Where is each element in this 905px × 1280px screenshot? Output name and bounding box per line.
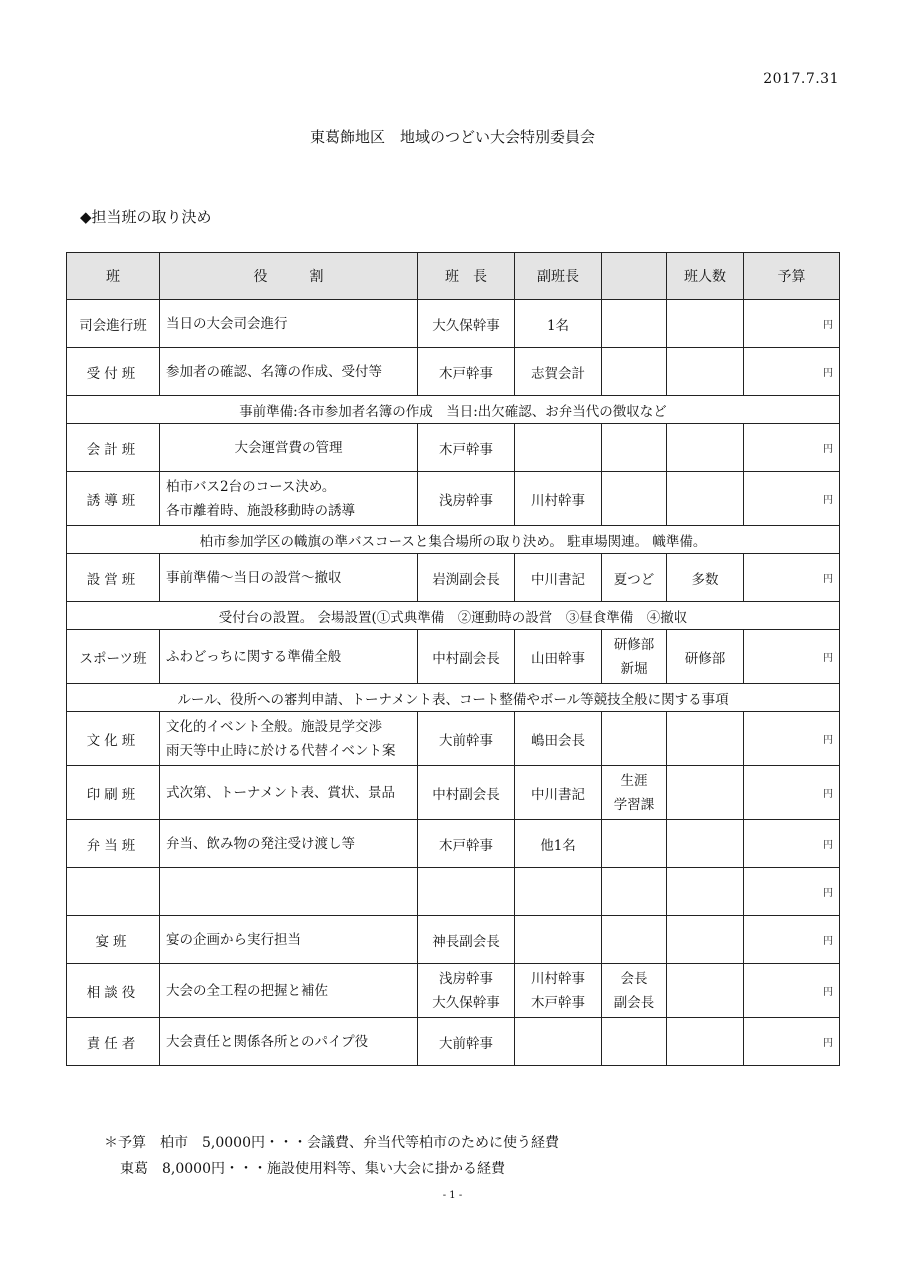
team-name-cell: 文化班 <box>67 712 160 766</box>
table-row <box>67 348 840 396</box>
member-count-cell <box>667 300 744 348</box>
role-cell: 大会の全工程の把握と補佐 <box>160 964 418 1018</box>
sub-leader-cell-line: 木戸幹事 <box>531 994 585 1011</box>
leader-cell: 岩渕副会長 <box>418 554 515 602</box>
team-name-cell: スポーツ班 <box>67 630 160 684</box>
role-cell-line: 各市離着時、施設移動時の誘導 <box>166 502 355 519</box>
extra-cell-line: 生涯 <box>620 772 648 789</box>
header-budget: 予算 <box>744 253 840 300</box>
budget-cell: 円 <box>744 916 840 964</box>
budget-cell: 円 <box>744 348 840 396</box>
table-note-row <box>67 602 840 630</box>
leader-cell: 大久保幹事 <box>418 300 515 348</box>
sub-leader-cell: 1名 <box>515 300 602 348</box>
member-count-cell: 多数 <box>667 554 744 602</box>
leader-cell: 大前幹事 <box>418 712 515 766</box>
table-row <box>67 766 840 820</box>
sub-leader-cell: 他1名 <box>515 820 602 868</box>
extra-cell-line: 学習課 <box>613 796 655 813</box>
sub-leader-cell <box>515 964 602 1018</box>
role-cell-line: 柏市バス2台のコース決め。 <box>166 478 336 495</box>
document-date: 2017.7.31 <box>763 71 839 87</box>
table-row <box>67 424 840 472</box>
table-row <box>67 712 840 766</box>
sub-leader-cell-line: 川村幹事 <box>531 970 585 987</box>
extra-cell-line: 副会長 <box>613 994 655 1011</box>
header-member-count: 班人数 <box>667 253 744 300</box>
header-leader: 班 長 <box>418 253 515 300</box>
budget-cell: 円 <box>744 554 840 602</box>
extra-cell <box>602 820 667 868</box>
member-count-cell <box>667 964 744 1018</box>
section-heading: ◆担当班の取り決め <box>80 208 212 226</box>
leader-cell: 大前幹事 <box>418 1018 515 1066</box>
extra-cell-line: 研修部 <box>613 636 655 653</box>
role-cell: 事前準備～当日の設営～撤収 <box>160 554 418 602</box>
leader-cell: 木戸幹事 <box>418 820 515 868</box>
team-name-cell <box>67 868 160 916</box>
budget-cell: 円 <box>744 630 840 684</box>
table-row <box>67 300 840 348</box>
budget-cell: 円 <box>744 964 840 1018</box>
extra-cell-line: 新堀 <box>620 660 648 677</box>
extra-cell: 夏つど <box>602 554 667 602</box>
team-name-cell: 誘導班 <box>67 472 160 526</box>
budget-cell: 円 <box>744 1018 840 1066</box>
leader-cell: 木戸幹事 <box>418 424 515 472</box>
header-blank <box>602 253 667 300</box>
extra-cell <box>602 472 667 526</box>
leader-cell: 浅房幹事 <box>418 472 515 526</box>
table-row <box>67 554 840 602</box>
role-cell: 大会責任と関係各所とのパイプ役 <box>160 1018 418 1066</box>
team-name-cell: 司会進行班 <box>67 300 160 348</box>
table-row <box>67 472 840 526</box>
sub-leader-cell <box>515 1018 602 1066</box>
assignment-table <box>66 252 840 1066</box>
extra-cell <box>602 424 667 472</box>
team-name-cell: 相談役 <box>67 964 160 1018</box>
extra-cell <box>602 630 667 684</box>
member-count-cell <box>667 712 744 766</box>
member-count-cell <box>667 820 744 868</box>
sub-leader-cell: 山田幹事 <box>515 630 602 684</box>
role-cell: 大会運営費の管理 <box>160 424 418 472</box>
sub-leader-cell: 川村幹事 <box>515 472 602 526</box>
member-count-cell <box>667 766 744 820</box>
role-cell-line: 雨天等中止時に於ける代替イベント案 <box>166 742 396 759</box>
leader-cell: 中村副会長 <box>418 766 515 820</box>
budget-cell: 円 <box>744 424 840 472</box>
table-row <box>67 820 840 868</box>
page-number: - 1 - <box>442 1190 463 1201</box>
note-cell: 受付台の設置。 会場設置(①式典準備 ②運動時の設営 ③昼食準備 ④撤収 <box>67 602 840 630</box>
leader-cell: 木戸幹事 <box>418 348 515 396</box>
role-cell: 参加者の確認、名簿の作成、受付等 <box>160 348 418 396</box>
sub-leader-cell <box>515 424 602 472</box>
member-count-cell <box>667 868 744 916</box>
header-role: 役 割 <box>160 253 418 300</box>
sub-leader-cell: 志賀会計 <box>515 348 602 396</box>
extra-cell <box>602 712 667 766</box>
member-count-cell <box>667 472 744 526</box>
leader-cell <box>418 964 515 1018</box>
leader-cell-line: 大久保幹事 <box>432 994 500 1011</box>
footnote-line-2: 東葛 8,0000円・・・施設使用料等、集い大会に掛かる経費 <box>120 1161 505 1177</box>
table-row <box>67 964 840 1018</box>
budget-footnote <box>104 1130 559 1182</box>
footnote-line-1: ＊予算 柏市 5,0000円・・・会議費、弁当代等柏市のために使う経費 <box>104 1135 559 1151</box>
team-name-cell: 弁当班 <box>67 820 160 868</box>
member-count-cell: 研修部 <box>667 630 744 684</box>
team-name-cell: 会計班 <box>67 424 160 472</box>
team-name-cell: 印刷班 <box>67 766 160 820</box>
extra-cell-line: 会長 <box>620 970 648 987</box>
extra-cell <box>602 300 667 348</box>
role-cell <box>160 712 418 766</box>
table-header-row <box>67 253 840 300</box>
leader-cell-line: 浅房幹事 <box>439 970 493 987</box>
team-name-cell: 責任者 <box>67 1018 160 1066</box>
role-cell <box>160 472 418 526</box>
header-sub-leader: 副班長 <box>515 253 602 300</box>
table-row <box>67 868 840 916</box>
budget-cell: 円 <box>744 868 840 916</box>
role-cell: 弁当、飲み物の発注受け渡し等 <box>160 820 418 868</box>
table-note-row <box>67 684 840 712</box>
table-row <box>67 630 840 684</box>
sub-leader-cell: 中川書記 <box>515 766 602 820</box>
team-name-cell: 宴班 <box>67 916 160 964</box>
extra-cell <box>602 868 667 916</box>
role-cell: 宴の企画から実行担当 <box>160 916 418 964</box>
sub-leader-cell: 嶋田会長 <box>515 712 602 766</box>
member-count-cell <box>667 916 744 964</box>
table-row <box>67 1018 840 1066</box>
sub-leader-cell: 中川書記 <box>515 554 602 602</box>
budget-cell: 円 <box>744 300 840 348</box>
extra-cell <box>602 916 667 964</box>
sub-leader-cell <box>515 868 602 916</box>
extra-cell <box>602 766 667 820</box>
table-note-row <box>67 526 840 554</box>
member-count-cell <box>667 424 744 472</box>
table-row <box>67 916 840 964</box>
extra-cell <box>602 1018 667 1066</box>
note-cell: 事前準備:各市参加者名簿の作成 当日:出欠確認、お弁当代の徴収など <box>67 396 840 424</box>
note-cell: ルール、役所への審判申請、トーナメント表、コート整備やボール等競技全般に関する事項 <box>67 684 840 712</box>
budget-cell: 円 <box>744 472 840 526</box>
sub-leader-cell <box>515 916 602 964</box>
budget-cell: 円 <box>744 712 840 766</box>
table-note-row <box>67 396 840 424</box>
budget-cell: 円 <box>744 766 840 820</box>
team-name-cell: 受付班 <box>67 348 160 396</box>
budget-cell: 円 <box>744 820 840 868</box>
role-cell: ふわどっちに関する準備全般 <box>160 630 418 684</box>
member-count-cell <box>667 348 744 396</box>
note-cell: 柏市参加学区の幟旗の準バスコースと集合場所の取り決め。 駐車場関連。 幟準備。 <box>67 526 840 554</box>
role-cell-line: 文化的イベント全般。施設見学交渉 <box>166 718 382 735</box>
leader-cell: 神長副会長 <box>418 916 515 964</box>
team-name-cell: 設営班 <box>67 554 160 602</box>
leader-cell: 中村副会長 <box>418 630 515 684</box>
role-cell: 当日の大会司会進行 <box>160 300 418 348</box>
role-cell <box>160 868 418 916</box>
document-title: 東葛飾地区 地域のつどい大会特別委員会 <box>309 128 595 146</box>
extra-cell <box>602 348 667 396</box>
header-team: 班 <box>67 253 160 300</box>
extra-cell <box>602 964 667 1018</box>
member-count-cell <box>667 1018 744 1066</box>
role-cell: 式次第、トーナメント表、賞状、景品 <box>160 766 418 820</box>
leader-cell <box>418 868 515 916</box>
